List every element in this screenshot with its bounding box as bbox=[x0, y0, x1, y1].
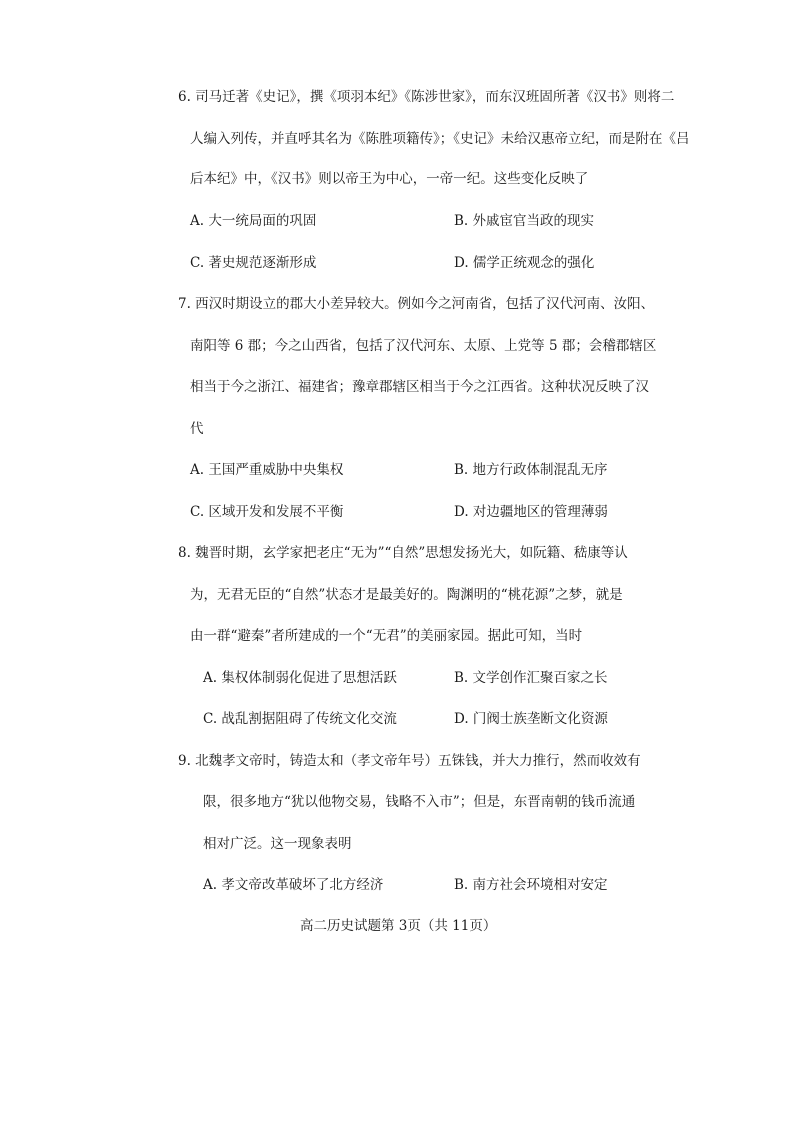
question-6-option-c: C. 著史规范逐渐形成 bbox=[190, 255, 317, 271]
question-8-option-d: D. 门阀士族垄断文化资源 bbox=[454, 711, 608, 727]
question-7-line-2: 南阳等 6 郡；今之山西省，包括了汉代河东、太原、上党等 5 郡；会稽郡辖区 bbox=[190, 338, 657, 354]
question-7-option-b: B. 地方行政体制混乱无序 bbox=[454, 462, 608, 478]
page-footer: 高二历史试题第 3页（共 11页） bbox=[300, 918, 497, 934]
question-7-option-d: D. 对边疆地区的管理薄弱 bbox=[454, 504, 608, 520]
question-7-line-4: 代 bbox=[190, 421, 204, 437]
question-9-line-1: 9. 北魏孝文帝时，铸造太和（孝文帝年号）五铢钱，并大力推行，然而收效有 bbox=[178, 753, 641, 769]
question-7-line-3: 相当于今之浙江、福建省；豫章郡辖区相当于今之江西省。这种状况反映了汉 bbox=[190, 379, 649, 395]
question-8-line-2: 为，无君无臣的“自然”状态才是最美好的。陶渊明的“桃花源”之梦，就是 bbox=[190, 587, 623, 603]
question-9-option-b: B. 南方社会环境相对安定 bbox=[454, 877, 608, 893]
question-8-line-3: 由一群“避秦”者所建成的一个“无君”的美丽家园。据此可知，当时 bbox=[190, 628, 583, 644]
question-9-line-3: 相对广泛。这一现象表明 bbox=[203, 836, 352, 852]
question-7-option-a: A. 王国严重威胁中央集权 bbox=[190, 462, 344, 478]
question-7-option-c: C. 区域开发和发展不平衡 bbox=[190, 504, 344, 520]
question-8-option-c: C. 战乱割据阻碍了传统文化交流 bbox=[203, 711, 397, 727]
question-9-line-2: 限，很多地方“犹以他物交易，钱略不入市”；但是，东晋南朝的钱币流通 bbox=[203, 794, 636, 810]
question-8-option-a: A. 集权体制弱化促进了思想活跃 bbox=[203, 670, 397, 686]
question-8-line-1: 8. 魏晋时期，玄学家把老庄“无为”“自然”思想发扬光大，如阮籍、嵇康等认 bbox=[178, 545, 628, 561]
question-6-line-2: 人编入列传，并直呼其名为《陈胜项籍传》；《史记》未给汉惠帝立纪，而是附在《吕 bbox=[190, 131, 690, 147]
question-6-option-d: D. 儒学正统观念的强化 bbox=[454, 255, 595, 271]
question-7-line-1: 7. 西汉时期设立的郡大小差异较大。例如今之河南省，包括了汉代河南、汝阳、 bbox=[178, 296, 655, 312]
question-6-line-3: 后本纪》中，《汉书》则以帝王为中心，一帝一纪。这些变化反映了 bbox=[190, 171, 589, 187]
question-9-option-a: A. 孝文帝改革破坏了北方经济 bbox=[203, 877, 384, 893]
question-6-line-1: 6. 司马迁著《史记》，撰《项羽本纪》《陈涉世家》，而东汉班固所著《汉书》则将二 bbox=[178, 89, 675, 105]
question-6-option-b: B. 外戚宦官当政的现实 bbox=[454, 213, 595, 229]
question-8-option-b: B. 文学创作汇聚百家之长 bbox=[454, 670, 608, 686]
question-6-option-a: A. 大一统局面的巩固 bbox=[190, 213, 317, 229]
